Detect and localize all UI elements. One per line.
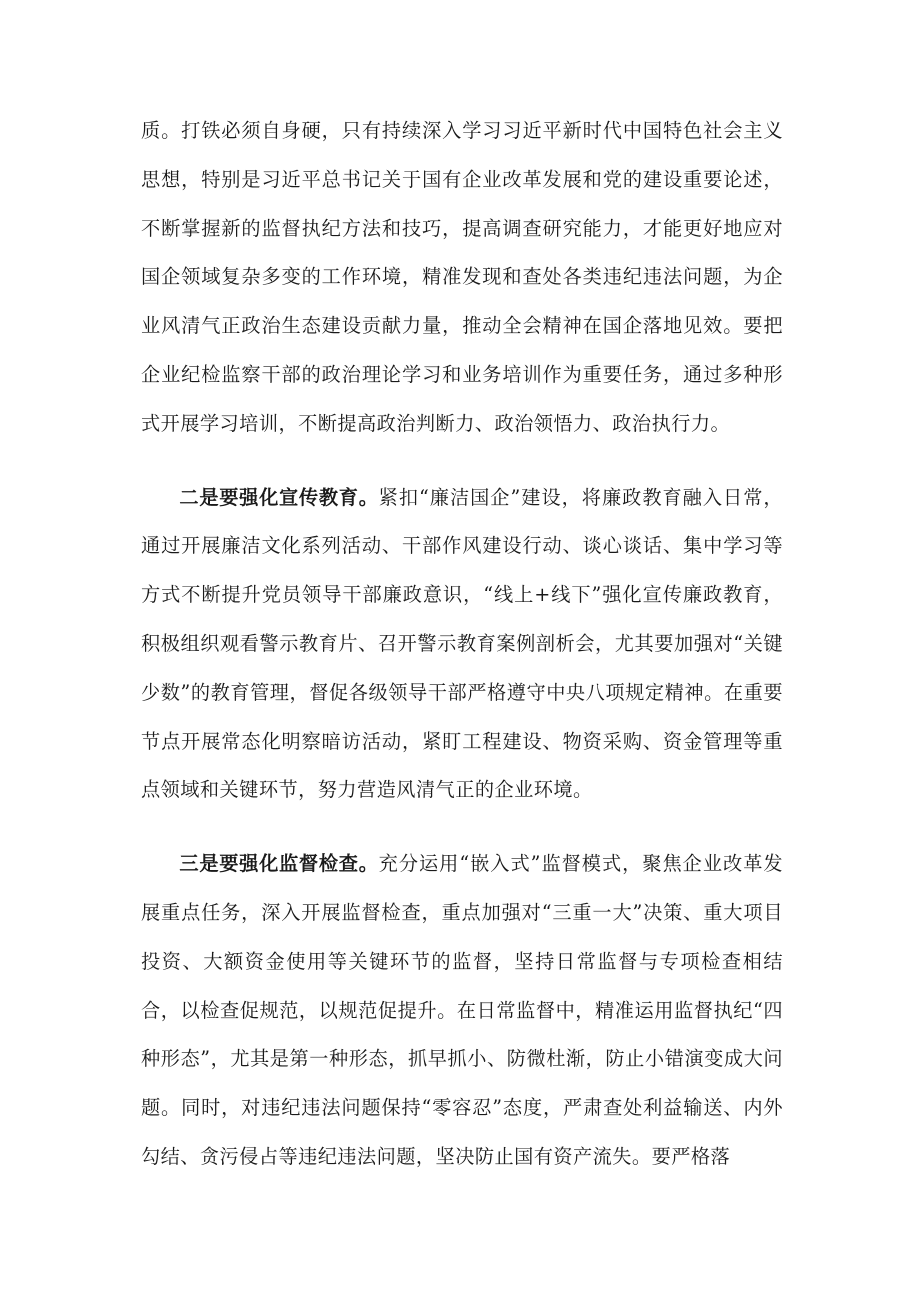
paragraph-1-text: 质。打铁必须自身硬，只有持续深入学习习近平新时代中国特色社会主义思想，特别是习近平总书记关于国有企业改革发展和党的建设重要论述，不断掌握新的监督执纪方法和技巧，提高调查研究能力，才能更好地应对国企领域复杂多变的工作环境，精准发现和查处各类违纪违法问题，为企业风清气正政治生态建设贡献力量，推动全会精神在国企落地见效。要把企业纪检监察干部的政治理论学习和业务培训作为重要任务，通过多种形式开展学习培训，不断提高政治判断力、政治领悟力、政治执行力。	[141, 119, 783, 435]
paragraph-3	[141, 840, 783, 1182]
paragraph-2	[141, 474, 783, 816]
paragraph-2-text: 紧扣“廉洁国企”建设，将廉政教育融入日常，通过开展廉洁文化系列活动、干部作风建设行动、谈心谈话、集中学习等方式不断提升党员领导干部廉政意识，“线上+线下”强化宣传廉政教育，积极组织观看警示教育片、召开警示教育案例剖析会，尤其要加强对“关键少数”的教育管理，督促各级领导干部严格遵守中央八项规定精神。在重要节点开展常态化明察暗访活动，紧盯工程建设、物资采购、资金管理等重点领域和关键环节，努力营造风清气正的企业环境。	[141, 485, 783, 802]
document-body	[141, 107, 783, 1182]
paragraph-1	[141, 107, 783, 449]
paragraph-3-heading: 三是要强化监督检查。	[179, 852, 379, 876]
paragraph-3-text: 充分运用“嵌入式”监督模式，聚焦企业改革发展重点任务，深入开展监督检查，重点加强对“三重一大”决策、重大项目投资、大额资金使用等关键环节的监督，坚持日常监督与专项检查相结合，以检查促规范，以规范促提升。在日常监督中，精准运用监督执纪“四种形态”，尤其是第一种形态，抓早抓小、防微杜渐，防止小错演变成大问题。同时，对违纪违法问题保持“零容忍”态度，严肃查处利益输送、内外勾结、贪污侵占等违纪违法问题，坚决防止国有资产流失。要严格落	[141, 852, 783, 1168]
paragraph-2-heading: 二是要强化宣传教育。	[179, 485, 379, 509]
